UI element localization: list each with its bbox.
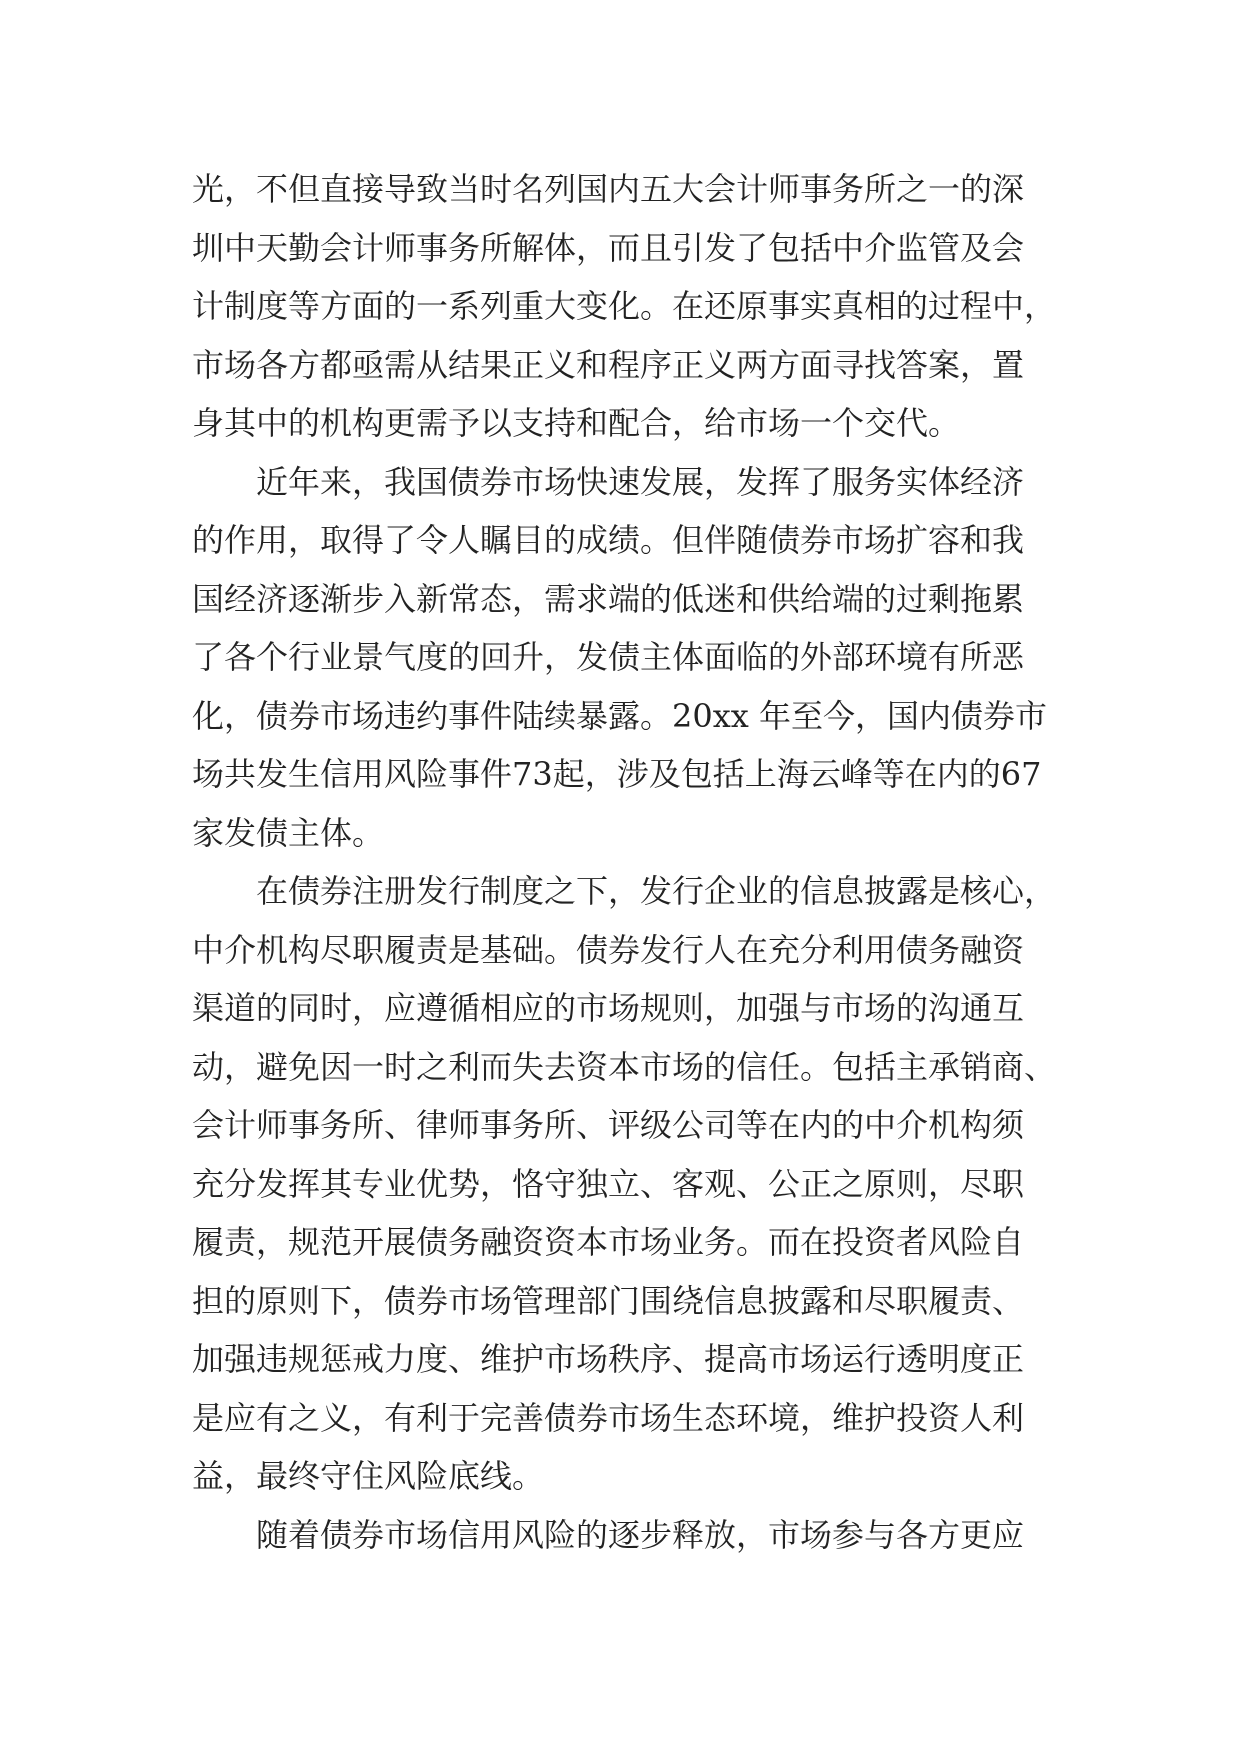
text-line: 随着债券市场信用风险的逐步释放，市场参与各方更应 xyxy=(256,1515,1025,1554)
text-line: 动，避免因一时之利而失去资本市场的信任。包括主承销商、 xyxy=(192,1047,1057,1086)
text-line: 国经济逐渐步入新常态，需求端的低迷和供给端的过剩拖累 xyxy=(192,579,1025,618)
text-line: 身其中的机构更需予以支持和配合，给市场一个交代。 xyxy=(192,404,961,442)
text-line: 会计师事务所、律师事务所、评级公司等在内的中介机构须 xyxy=(192,1106,1025,1144)
text-line: 圳中天勤会计师事务所解体，而且引发了包括中介监管及会 xyxy=(192,228,1025,267)
text-line: 近年来，我国债券市场快速发展，发挥了服务实体经济 xyxy=(256,462,1025,501)
text-line: 加强违规惩戒力度、维护市场秩序、提高市场运行透明度正 xyxy=(192,1340,1025,1378)
paragraph-1 xyxy=(192,160,1092,453)
text-line: 的作用，取得了令人瞩目的成绩。但伴随债券市场扩容和我 xyxy=(192,521,1025,559)
body-text xyxy=(192,160,1092,1564)
text-line: 家发债主体。 xyxy=(192,813,385,852)
text-line: 光，不但直接导致当时名列国内五大会计师事务所之一的深 xyxy=(192,170,1025,208)
paragraph-2 xyxy=(192,453,1092,863)
text-line: 渠道的同时，应遵循相应的市场规则，加强与市场的沟通互 xyxy=(192,989,1025,1027)
text-line: 市场各方都亟需从结果正义和程序正义两方面寻找答案，置 xyxy=(192,345,1025,384)
text-line: 化，债券市场违约事件陆续暴露。20xx 年至今，国内债券市 xyxy=(192,696,1047,735)
text-line: 担的原则下，债券市场管理部门围绕信息披露和尽职履责、 xyxy=(192,1281,1025,1320)
text-line: 在债券注册发行制度之下，发行企业的信息披露是核心， xyxy=(256,872,1057,910)
text-line: 中介机构尽职履责是基础。债券发行人在充分利用债务融资 xyxy=(192,930,1025,969)
text-line: 益，最终守住风险底线。 xyxy=(192,1457,545,1495)
text-line: 履责，规范开展债务融资资本市场业务。而在投资者风险自 xyxy=(192,1223,1025,1261)
text-line: 了各个行业景气度的回升，发债主体面临的外部环境有所恶 xyxy=(192,638,1025,676)
paragraph-4 xyxy=(192,1506,1092,1565)
text-line: 计制度等方面的一系列重大变化。在还原事实真相的过程中， xyxy=(192,287,1057,325)
text-line: 场共发生信用风险事件73起，涉及包括上海云峰等在内的67 xyxy=(192,755,1042,793)
text-line: 充分发挥其专业优势，恪守独立、客观、公正之原则，尽职 xyxy=(192,1164,1025,1203)
paragraph-3 xyxy=(192,862,1092,1506)
text-line: 是应有之义，有利于完善债券市场生态环境，维护投资人利 xyxy=(192,1398,1025,1437)
